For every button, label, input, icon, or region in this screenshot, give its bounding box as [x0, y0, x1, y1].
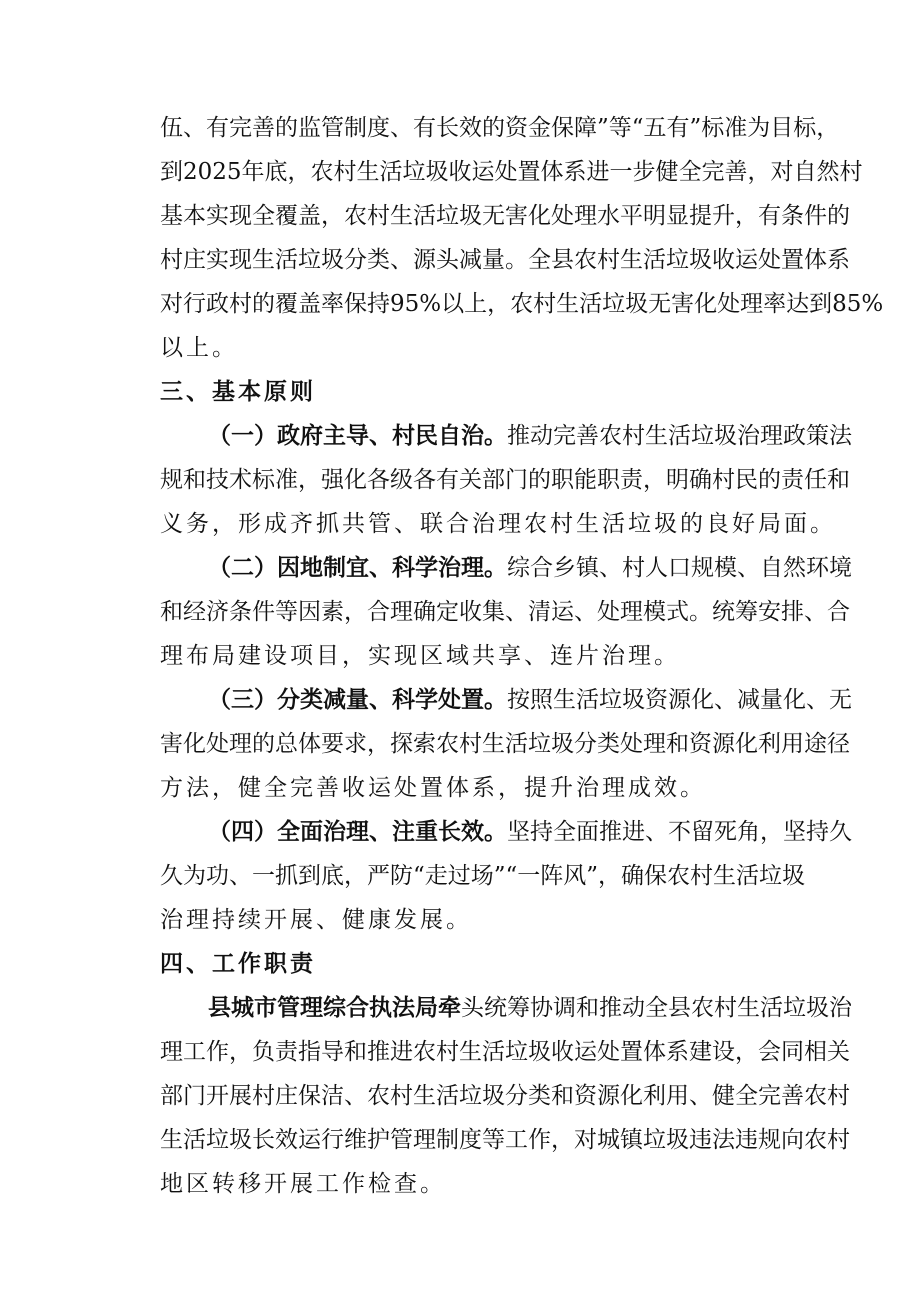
duty-text: 头统筹协调和推动全县农村生活垃圾治	[461, 995, 852, 1021]
principle-title: （二）因地制宜、科学治理。	[208, 555, 507, 581]
text-line: 基本实现全覆盖，农村生活垃圾无害化处理水平明显提升，有条件的	[160, 203, 850, 229]
section-heading: 四、工作职责	[160, 951, 316, 977]
principle-text: 按照生活垃圾资源化、减量化、无	[507, 687, 852, 713]
text-line: 治理持续开展、健康发展。	[160, 907, 472, 933]
text-line: 对行政村的覆盖率保持95%以上，农村生活垃圾无害化处理率达到85%	[160, 291, 884, 317]
text-line: 规和技术标准，强化各级各有关部门的职能职责，明确村民的责任和	[160, 467, 850, 493]
principle-item-first-line	[208, 685, 852, 715]
text-line: 伍、有完善的监管制度、有长效的资金保障”等“五有”标准为目标，	[160, 115, 840, 141]
text-line: 久为功、一抓到底，严防“走过场”“一阵风”，确保农村生活垃圾	[160, 863, 806, 889]
text-line: 以上。	[160, 335, 238, 361]
section-heading: 三、基本原则	[160, 379, 316, 405]
principle-text: 综合乡镇、村人口规模、自然环境	[507, 555, 852, 581]
principle-title: （一）政府主导、村民自治。	[208, 423, 507, 449]
text-line: 理布局建设项目，实现区域共享、连片治理。	[160, 643, 680, 669]
duty-lead: 县城市管理综合执法局牵	[208, 995, 461, 1021]
text-line: 义务，形成齐抓共管、联合治理农村生活垃圾的良好局面。	[160, 511, 836, 537]
text-line: 部门开展村庄保洁、农村生活垃圾分类和资源化利用、健全完善农村	[160, 1083, 850, 1109]
principle-item-first-line	[208, 817, 852, 847]
principle-item-first-line	[208, 553, 852, 583]
principle-title: （四）全面治理、注重长效。	[208, 819, 507, 845]
text-line: 地区转移开展工作检查。	[160, 1171, 446, 1197]
text-line: 理工作，负责指导和推进农村生活垃圾收运处置体系建设，会同相关	[160, 1039, 850, 1065]
text-line: 害化处理的总体要求，探索农村生活垃圾分类处理和资源化利用途径	[160, 731, 850, 757]
principle-text: 推动完善农村生活垃圾治理政策法	[507, 423, 852, 449]
text-line: 方法，健全完善收运处置体系，提升治理成效。	[160, 775, 706, 801]
text-line: 到2025年底，农村生活垃圾收运处置体系进一步健全完善，对自然村	[160, 159, 863, 185]
text-line: 生活垃圾长效运行维护管理制度等工作，对城镇垃圾违法违规向农村	[160, 1127, 850, 1153]
principle-item-first-line	[208, 421, 852, 451]
text-line: 和经济条件等因素，合理确定收集、清运、处理模式。统筹安排、合	[160, 599, 850, 625]
duty-first-line	[208, 993, 852, 1023]
principle-title: （三）分类减量、科学处置。	[208, 687, 507, 713]
text-line: 村庄实现生活垃圾分类、源头减量。全县农村生活垃圾收运处置体系	[160, 247, 850, 273]
principle-text: 坚持全面推进、不留死角，坚持久	[507, 819, 852, 845]
